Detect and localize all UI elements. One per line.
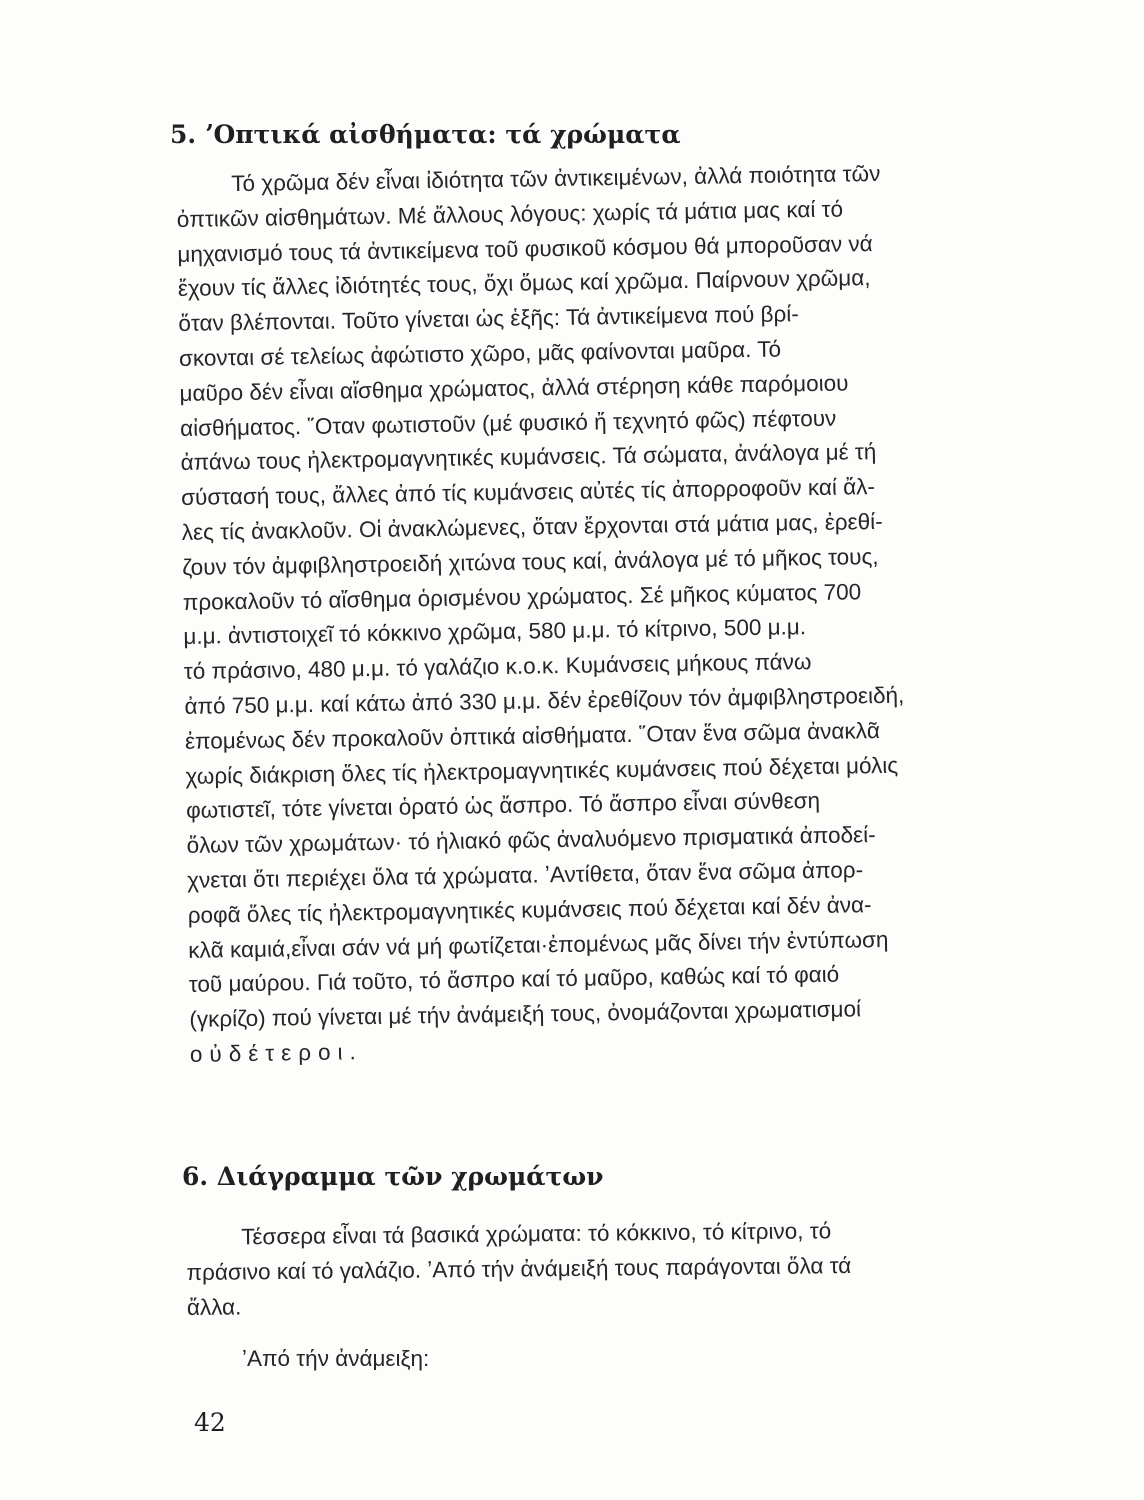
- text-line: πράσινο καί τό γαλάζιο. ʼΑπό τήν ἀνάμειξή τους παράγονται ὅλα τά: [186, 1253, 852, 1285]
- text-line: ἀπάνω τους ἠλεκτρομαγνητικές κυμάνσεις. Τά σώματα, ἀνάλογα μέ τή: [180, 439, 877, 476]
- text-line: σκονται σέ τελείως ἀφώτιστο χῶρο, μᾶς φαίνονται μαῦρα. Τό: [178, 336, 782, 371]
- text-line: λες τίς ἀνακλοῦν. Οἱ ἀνακλώμενες, ὅταν ἔρχονται στά μάτια μας, ἐρεθί-: [181, 508, 883, 545]
- section-5-paragraph: [176, 154, 1050, 1072]
- text-line: μ.μ. ἀντιστοιχεῖ τό κόκκινο χρῶμα, 580 μ.μ. τό κίτρινο, 500 μ.μ.: [183, 614, 807, 650]
- text-line: ὅλων τῶν χρωμάτων· τό ἡλιακό φῶς ἀναλυόμενο πρισματικά ἀποδεί-: [186, 822, 876, 859]
- section-5-heading: 5. ʼΟπτικά αἰσθήματα: τά χρώματα: [170, 120, 681, 149]
- page-number: 42: [194, 1408, 226, 1437]
- text-line: χνεται ὅτι περιέχει ὅλα τά χρώματα. ʼΑντίθετα, ὅταν ἕνα σῶμα ἀπορ-: [186, 857, 864, 893]
- text-line: Τέσσερα εἶναι τά βασικά χρώματα: τό κόκκινο, τό κίτρινο, τό: [241, 1218, 832, 1250]
- text-line: σύστασή τους, ἄλλες ἀπό τίς κυμάνσεις αὐτές τίς ἀπορροφοῦν καί ἄλ-: [180, 474, 876, 511]
- section-6-heading: 6. Διάγραμμα τῶν χρωμάτων: [182, 1162, 604, 1191]
- section-6-mixing-intro: ʼΑπό τήν ἀνάμειξη:: [242, 1346, 430, 1371]
- text-line: χωρίς διάκριση ὅλες τίς ἠλεκτρομαγνητικές κυμάνσεις πού δέχεται μόλις: [185, 752, 899, 789]
- text-line: ροφᾶ ὅλες τίς ἠλεκτρομαγνητικές κυμάνσεις πού δέχεται καί δέν ἀνα-: [187, 891, 872, 928]
- text-line: ἔχουν τίς ἄλλες ἰδιότητές τους, ὄχι ὅμως καί χρῶμα. Παίρνουν χρῶμα,: [177, 265, 871, 302]
- text-line: ὅταν βλέπονται. Τοῦτο γίνεται ὡς ἑξῆς: Τά ἀντικείμενα πού βρί-: [178, 301, 799, 337]
- text-line: Τό χρῶμα δέν εἶναι ἰδιότητα τῶν ἀντικειμένων, ἀλλά ποιότητα τῶν: [231, 160, 881, 197]
- text-line: προκαλοῦν τό αἴσθημα ὁρισμένου χρώματος. Σέ μῆκος κύματος 700: [182, 578, 862, 615]
- text-line: ἀπό 750 μ.μ. καί κάτω ἀπό 330 μ.μ. δέν ἐρεθίζουν τόν ἀμφιβληστροειδή,: [184, 682, 905, 719]
- text-line: οὐδέτεροι.: [189, 1039, 363, 1067]
- text-line: ὀπτικῶν αἰσθημάτων. Μέ ἄλλους λόγους: χωρίς τά μάτια μας καί τό: [176, 196, 844, 232]
- text-line: τό πράσινο, 480 μ.μ. τό γαλάζιο κ.ο.κ. Κυμάνσεις μήκους πάνω: [183, 649, 812, 685]
- text-line: ἄλλα.: [186, 1294, 242, 1320]
- text-line: τοῦ μαύρου. Γιά τοῦτο, τό ἄσπρο καί τό μαῦρο, καθώς καί τό φαιό: [188, 962, 840, 998]
- text-line: μηχανισμό τους τά ἀντικείμενα τοῦ φυσικοῦ κόσμου θά μποροῦσαν νά: [177, 230, 873, 267]
- text-line: μαῦρο δέν εἶναι αἴσθημα χρώματος, ἀλλά στέρηση κάθε παρόμοιου: [179, 370, 849, 406]
- text-line: φωτιστεῖ, τότε γίνεται ὁρατό ὡς ἄσπρο. Τό ἄσπρο εἶναι σύνθεση: [185, 788, 821, 824]
- text-line: ζουν τόν ἀμφιβληστροειδή χιτώνα τους καί, ἀνάλογα μέ τό μῆκος τους,: [182, 543, 879, 580]
- text-line: αἰσθήματος. ῞Οταν φωτιστοῦν (μέ φυσικό ἤ τεχνητό φῶς) πέφτουν: [179, 405, 837, 441]
- text-line: ἐπομένως δέν προκαλοῦν ὀπτικά αἰσθήματα. ῞Οταν ἕνα σῶμα ἀνακλᾶ: [184, 717, 881, 754]
- text-line: (γκρίζο) πού γίνεται μέ τήν ἀνάμειξή τους, ὀνομάζονται χρωματισμοί: [189, 996, 862, 1033]
- text-line: κλᾶ καμιά,εἶναι σάν νά μή φωτίζεται·ἐπομένως μᾶς δίνει τήν ἐντύπωση: [188, 926, 889, 963]
- section-6-paragraph: [186, 1211, 1047, 1325]
